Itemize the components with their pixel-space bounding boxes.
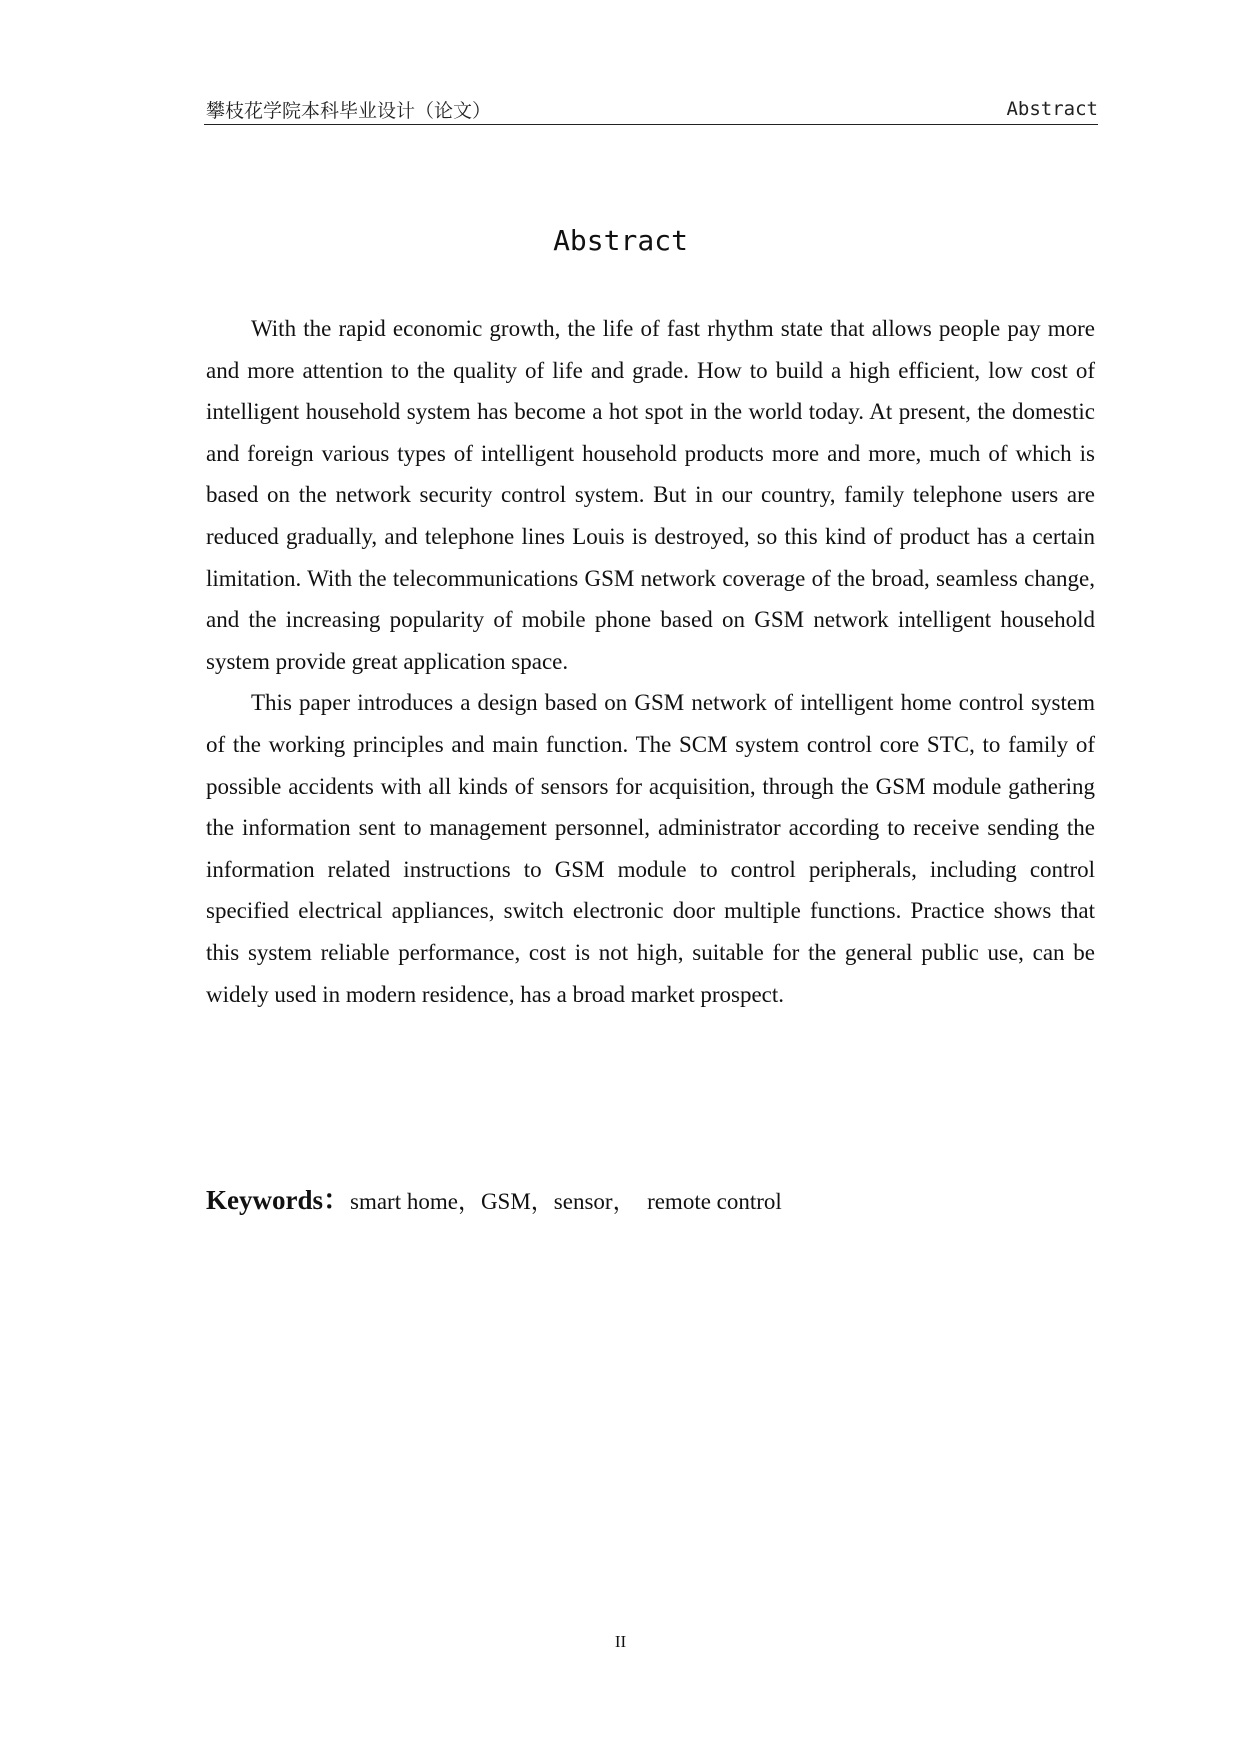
abstract-paragraph-2: This paper introduces a design based on GSM network of intelligent home control system of the working principles and main function. The SCM system control core STC, to family of possible accidents with all kinds of sensors for acquisition, through the GSM module gathering the information sent to management personnel, administrator according to receive sending the information related instructions to GSM module to control peripherals, including control specified electrical appliances, switch electronic door multiple functions. Practice shows that this system reliable performance, cost is not high, suitable for the general public use, can be widely used in modern residence, has a broad market prospect. xyxy=(206,690,1095,1007)
abstract-body xyxy=(206,308,1095,1015)
keywords-label: Keywords： xyxy=(206,1185,350,1215)
running-header xyxy=(204,96,1098,125)
header-section-name: Abstract xyxy=(1006,98,1098,120)
keywords-text: smart home，GSM，sensor， remote control xyxy=(350,1189,782,1214)
page-number: II xyxy=(614,1632,627,1651)
abstract-paragraph-1: With the rapid economic growth, the life of fast rhythm state that allows people pay more and more attention to the quality of life and grade. How to build a high efficient, low cost of intelligent household system has become a hot spot in the world today. At present, the domestic and foreign various types of intelligent household products more and more, much of which is based on the network security control system. But in our country, family telephone users are reduced gradually, and telephone lines Louis is destroyed, so this kind of product has a certain limitation. With the telecommunications GSM network coverage of the broad, seamless change, and the increasing popularity of mobile phone based on GSM network intelligent household system provide great application space. xyxy=(206,316,1095,674)
keywords-line xyxy=(206,1178,1095,1217)
abstract-title: Abstract xyxy=(553,224,688,257)
header-thesis-title: 攀枝花学院本科毕业设计（论文） xyxy=(206,100,492,122)
